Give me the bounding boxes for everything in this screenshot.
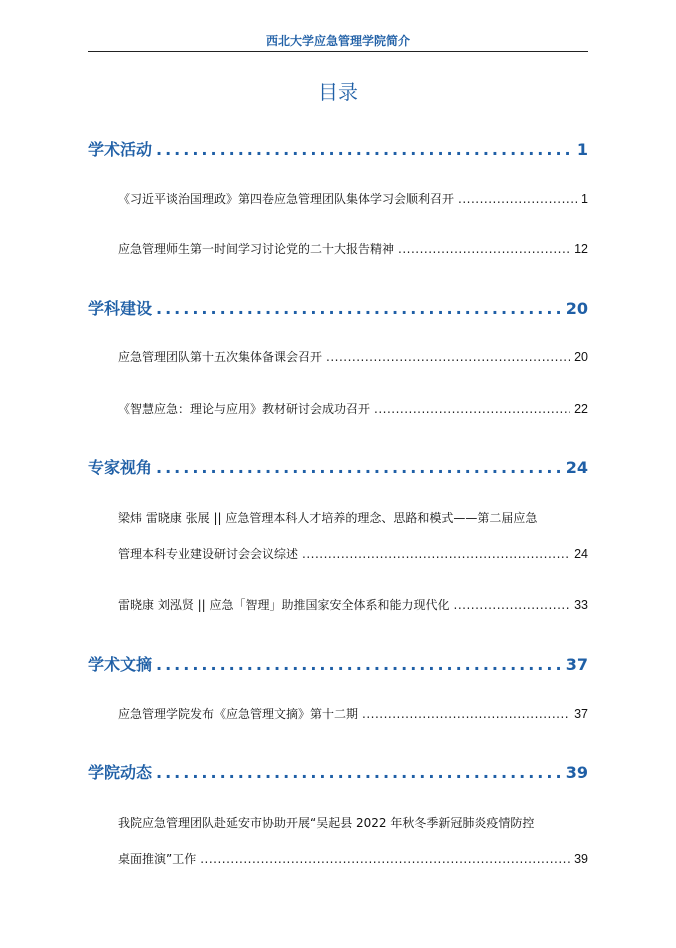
section-page: 24	[565, 458, 588, 477]
dot-leader	[156, 763, 562, 782]
section-title: 学院动态	[88, 763, 153, 782]
toc-entry[interactable]	[118, 705, 588, 722]
entry-title: 《习近平谈治国理政》第四卷应急管理团队集体学习会顺利召开	[118, 192, 455, 206]
entry-title: 应急管理团队第十五次集体备课会召开	[118, 350, 323, 364]
entry-title: 《智慧应急：理论与应用》教材研讨会成功召开	[118, 402, 371, 416]
entry-page: 22	[574, 402, 588, 416]
section-title: 学术文摘	[88, 655, 153, 674]
toc-entry[interactable]	[118, 240, 588, 257]
toc-entry[interactable]	[118, 545, 588, 562]
entry-title: 管理本科专业建设研讨会会议综述	[118, 547, 299, 561]
entry-page: 33	[574, 598, 588, 612]
dot-leader	[156, 299, 562, 318]
entry-title: 应急管理师生第一时间学习讨论党的二十大报告精神	[118, 242, 395, 256]
toc-title: 目录	[318, 80, 358, 104]
section-title: 专家视角	[88, 458, 153, 477]
dot-leader	[156, 140, 573, 159]
entry-page: 20	[574, 350, 588, 364]
entry-title: 雷晓康 刘泓贤 || 应急「智理」助推国家安全体系和能力现代化	[118, 598, 450, 612]
dot-leader	[326, 350, 570, 364]
dot-leader	[156, 458, 562, 477]
section-title: 学术活动	[88, 140, 153, 159]
entry-page: 12	[574, 242, 588, 256]
section-page: 39	[565, 763, 588, 782]
dot-leader	[156, 655, 562, 674]
dot-leader	[398, 242, 570, 256]
toc-entry[interactable]	[118, 400, 588, 417]
entry-page: 1	[581, 192, 588, 206]
dot-leader	[200, 852, 570, 866]
entry-page: 39	[574, 852, 588, 866]
dot-leader	[362, 707, 570, 721]
entry-page: 24	[574, 547, 588, 561]
entry-page: 37	[574, 707, 588, 721]
section-page: 20	[565, 299, 588, 318]
toc-section-expert-perspectives[interactable]	[88, 455, 588, 478]
toc-section-academic-digest[interactable]	[88, 652, 588, 675]
section-page: 1	[576, 140, 588, 159]
toc-entry[interactable]	[118, 596, 588, 613]
section-title: 学科建设	[88, 299, 153, 318]
section-page: 37	[565, 655, 588, 674]
entry-title: 桌面推演”工作	[118, 852, 197, 866]
toc-section-discipline-construction[interactable]	[88, 296, 588, 319]
entry-title-line1[interactable]: 梁炜 雷晓康 张展 || 应急管理本科人才培养的理念、思路和模式——第二届应急	[118, 511, 538, 525]
dot-leader	[458, 192, 577, 206]
dot-leader	[374, 402, 570, 416]
page-header: 西北大学应急管理学院简介	[265, 34, 410, 48]
toc-entry[interactable]	[118, 348, 588, 365]
toc-section-college-news[interactable]	[88, 760, 588, 783]
entry-title: 应急管理学院发布《应急管理文摘》第十二期	[118, 707, 359, 721]
toc-entry[interactable]	[118, 850, 588, 867]
dot-leader	[302, 547, 570, 561]
entry-title-line1[interactable]: 我院应急管理团队赴延安市协助开展“吴起县 2022 年秋冬季新冠肺炎疫情防控	[118, 816, 535, 830]
dot-leader	[454, 598, 571, 612]
header-divider	[88, 51, 588, 52]
toc-section-academic-activities[interactable]	[88, 137, 588, 160]
toc-entry[interactable]	[118, 190, 588, 207]
